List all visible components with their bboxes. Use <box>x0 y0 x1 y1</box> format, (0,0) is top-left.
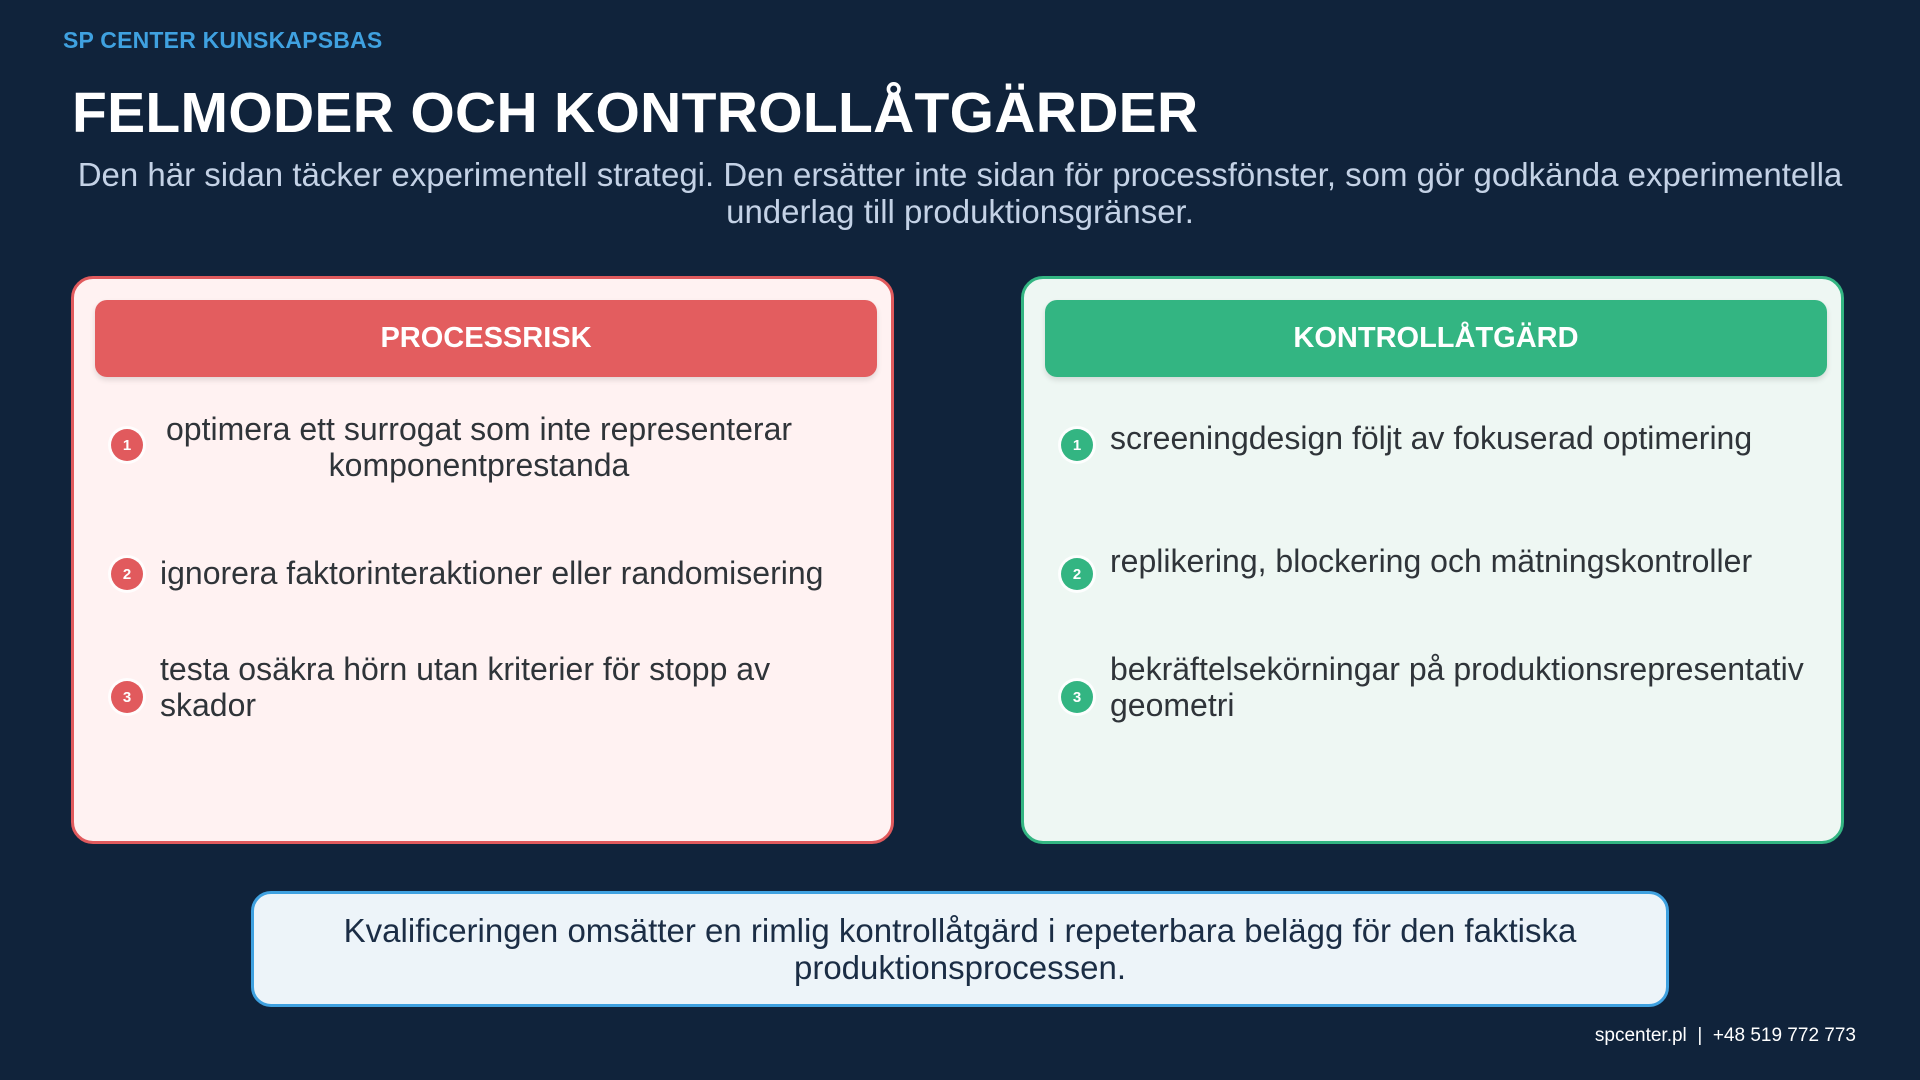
risk-item <box>74 529 897 619</box>
number-badge-icon: 2 <box>111 558 143 590</box>
number-badge-icon: 3 <box>111 681 143 713</box>
control-measure-header: KONTROLLÅTGÄRD <box>1045 300 1827 377</box>
summary-text: Kvalificeringen omsätter en rimlig kontrollåtgärd i repeterbara belägg för den faktiska produktionsprocessen. <box>343 912 1577 986</box>
control-item-text: screeningdesign följt av fokuserad optimering <box>1110 420 1753 456</box>
number-badge-icon: 2 <box>1061 558 1093 590</box>
control-item <box>1024 649 1847 739</box>
control-measure-panel <box>1021 276 1844 844</box>
control-item <box>1024 529 1847 619</box>
contact-info: spcenter.pl | +48 519 772 773 <box>1594 1025 1856 1046</box>
risk-item-text: testa osäkra hörn utan kriterier för stopp av skador <box>160 651 771 723</box>
number-badge-icon: 1 <box>1061 429 1093 461</box>
process-risk-header: PROCESSRISK <box>95 300 877 377</box>
page-title: FELMODER OCH KONTROLLÅTGÄRDER <box>72 81 1199 145</box>
risk-item <box>74 402 897 492</box>
risk-item-text: ignorera faktorinteraktioner eller randomisering <box>160 555 824 591</box>
control-item-text: replikering, blockering och mätningskontroller <box>1110 543 1753 579</box>
control-item-text: bekräftelsekörningar på produktionsrepresentativ geometri <box>1110 651 1804 723</box>
risk-item <box>74 649 897 739</box>
risk-item-text: optimera ett surrogat som inte representerar komponentprestanda <box>165 411 793 483</box>
number-badge-icon: 3 <box>1061 681 1093 713</box>
process-risk-panel <box>71 276 894 844</box>
number-badge-icon: 1 <box>111 429 143 461</box>
control-item <box>1024 402 1847 492</box>
page-subtitle: Den här sidan täcker experimentell strategi. Den ersätter inte sidan för processfönster, som gör godkända experimentella underlag till produktionsgränser. <box>77 156 1843 230</box>
summary-box <box>251 891 1669 1007</box>
brand-label: SP CENTER KUNSKAPSBAS <box>63 27 383 53</box>
